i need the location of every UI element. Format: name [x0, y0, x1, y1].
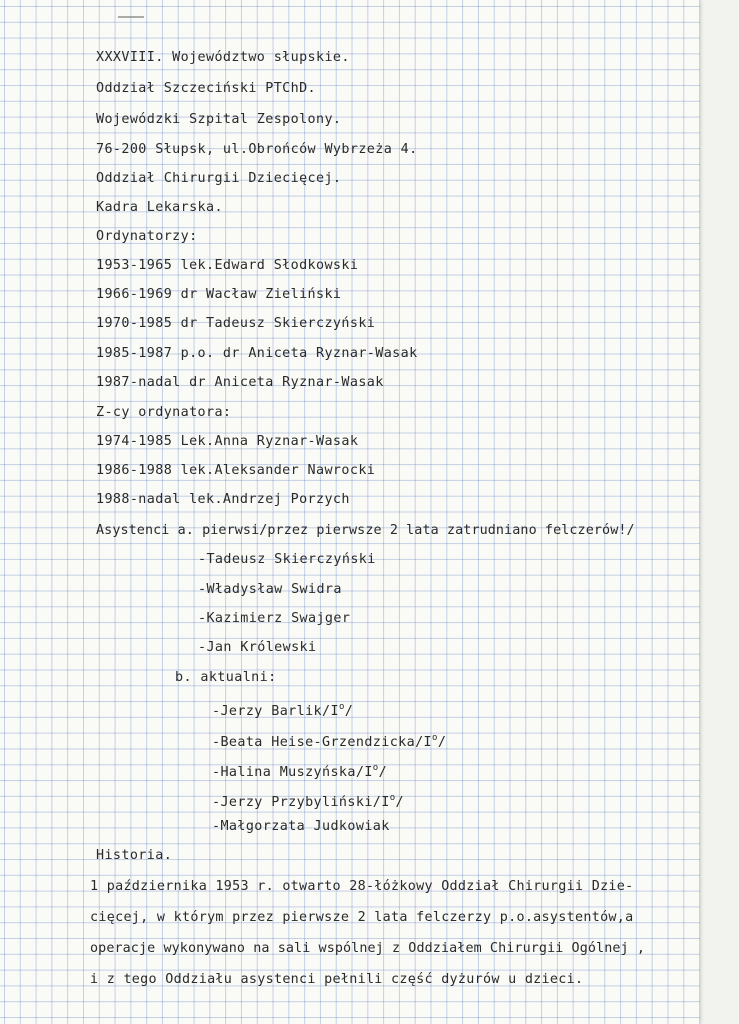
doc-line-head-3: 1970-1985 dr Tadeusz Skierczyński	[96, 316, 376, 331]
doc-line-current-1: -Jerzy Barlik/$I^o/$	[212, 702, 354, 719]
doc-line-assistants-heading: Asystenci a. pierwsi/przez pierwsze 2 lata zatrudniano felczerów!/	[96, 523, 635, 538]
doc-line-history-2: cięcej, w którym przez pierwsze 2 lata felczerzy p.o.asystentów,a	[90, 910, 634, 925]
doc-line-deputies-heading: Z-cy ordynatora:	[96, 405, 232, 420]
doc-line-history-4: i z tego Oddziału asystenci pełnili część dyżurów u dzieci.	[90, 972, 584, 987]
doc-line-head-4: 1985-1987 p.o. dr Aniceta Ryznar-Wasak	[96, 346, 418, 361]
doc-line-assistant-3: -Kazimierz Swajger	[198, 611, 351, 626]
doc-line-staff-heading: Kadra Lekarska.	[96, 200, 223, 215]
page-edge	[700, 0, 739, 1024]
doc-line-address: 76-200 Słupsk, ul.Obrońców Wybrzeża 4.	[96, 142, 418, 157]
superscript-degree: o	[389, 793, 396, 803]
doc-line-deputy-3: 1988-nadal lek.Andrzej Porzych	[96, 492, 350, 507]
doc-line-current-5: -Małgorzata Judkowiak	[212, 819, 390, 834]
doc-line-assistant-1: -Tadeusz Skierczyński	[198, 552, 376, 567]
doc-line-head-2: 1966-1969 dr Wacław Zieliński	[96, 287, 342, 302]
doc-line-assistant-4: -Jan Królewski	[198, 640, 317, 655]
doc-line-history-heading: Historia.	[96, 848, 173, 863]
superscript-degree: o	[338, 702, 345, 712]
doc-line-history-1: 1 października 1953 r. otwarto 28-łóżkowy Oddział Chirurgii Dzie-	[90, 879, 634, 894]
superscript-degree: o	[432, 733, 438, 743]
ink-mark	[118, 16, 144, 18]
doc-heading-voivodeship: XXXVIII. Województwo słupskie.	[96, 50, 350, 65]
doc-line-current-4: -Jerzy Przybyliński/$I^o/$	[212, 793, 404, 810]
doc-line-head-5: 1987-nadal dr Aniceta Ryznar-Wasak	[96, 375, 384, 390]
doc-line-history-3: operacje wykonywano na sali wspólnej z Oddziałem Chirurgii Ogólnej ,	[90, 941, 646, 956]
doc-line-current-2: -Beata Heise-$Grzendzicka/I^o/$	[212, 733, 447, 750]
doc-line-deputy-1: 1974-1985 Lek.Anna Ryznar-Wasak	[96, 434, 359, 449]
doc-line-current-heading: b. aktualni:	[175, 670, 277, 685]
doc-line-heads-heading: Ordynatorzy:	[96, 229, 198, 244]
doc-line-department: Oddział Chirurgii Dziecięcej.	[96, 171, 342, 186]
superscript-degree: o	[372, 763, 379, 773]
doc-line-assistant-2: -Władysław Swidra	[198, 582, 342, 597]
doc-line-current-3: -Halina Muszyńska/$I^o/$	[212, 763, 388, 780]
doc-line-head-1: 1953-1965 lek.Edward Słodkowski	[96, 258, 359, 273]
doc-line-hospital: Wojewódzki Szpital Zespolony.	[96, 112, 342, 127]
doc-line-deputy-2: 1986-1988 lek.Aleksander Nawrocki	[96, 463, 376, 478]
doc-line-branch: Oddział Szczeciński PTChD.	[96, 81, 317, 96]
